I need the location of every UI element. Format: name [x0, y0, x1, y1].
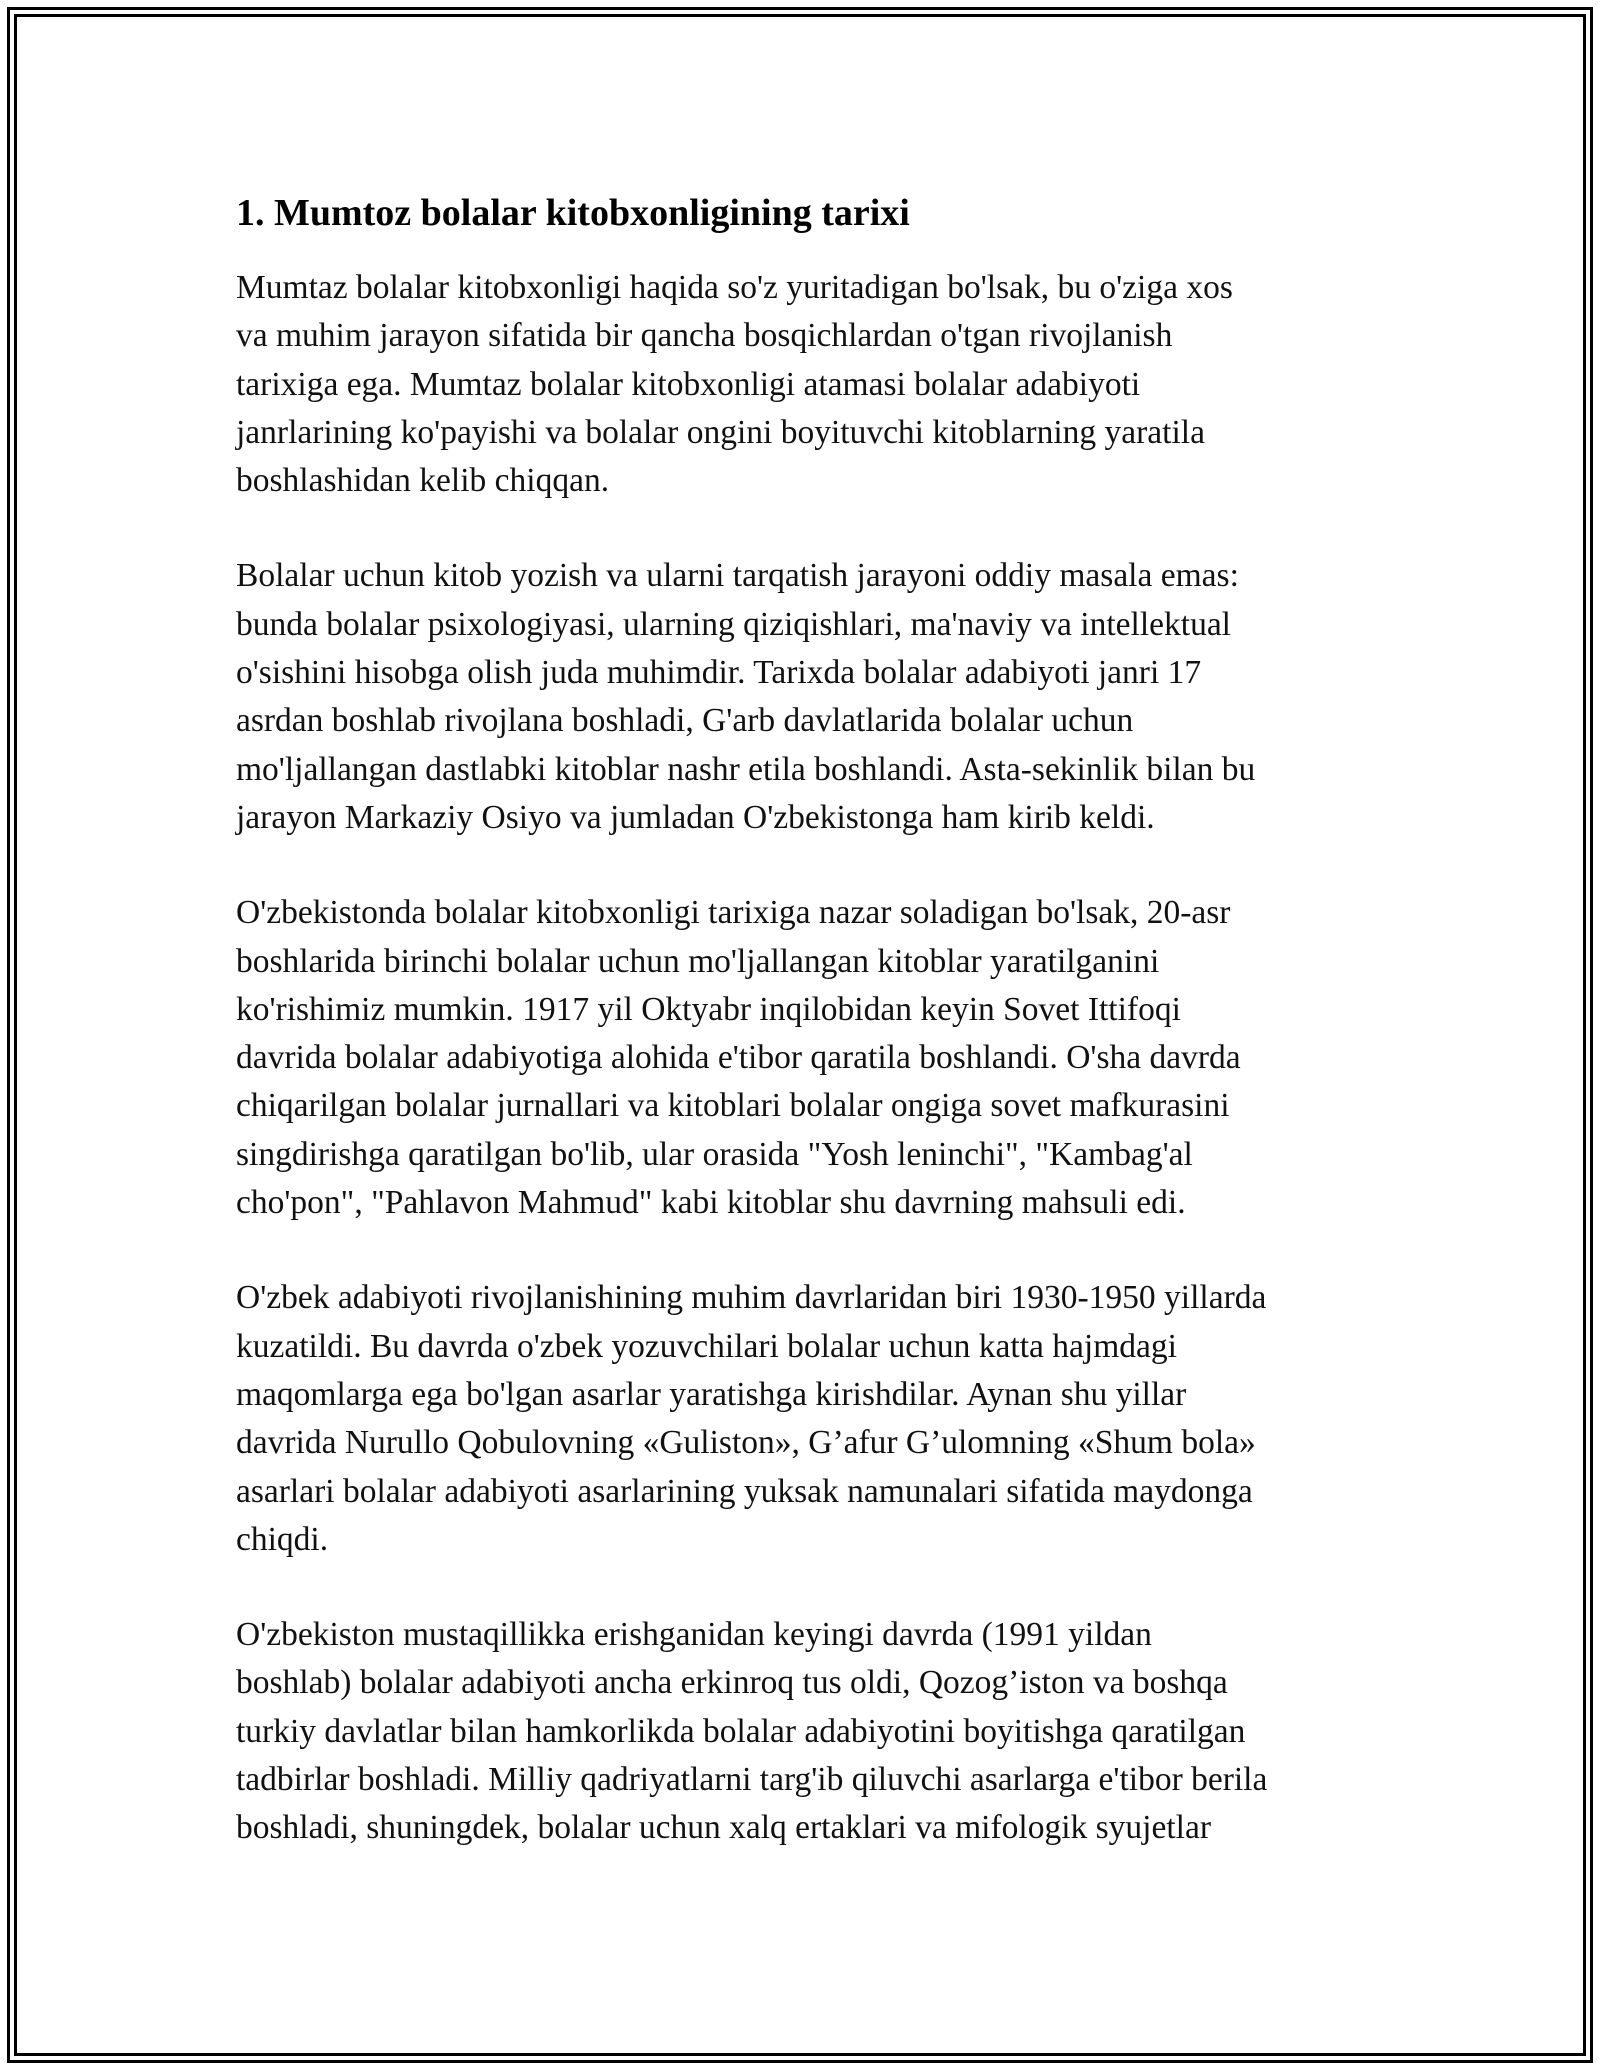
paragraph-3: O'zbekistonda bolalar kitobxonligi tarixiga nazar soladigan bo'lsak, 20-asr boshlarida birinchi bolalar uchun mo'ljallangan kitoblar yaratilganini ko'rishimiz mumkin. 1917 yil Oktyabr inqilobidan keyin Sovet Ittifoqi davrida bolalar adabiyotiga alohida e'tibor qaratila boshlandi. O'sha davrda chiqarilgan bolalar jurnallari va kitoblari bolalar ongiga sovet mafkurasini singdirishga qaratilgan bo'lib, ular orasida "Yosh leninchi", "Kambag'al cho'pon", "Pahlavon Mahmud" kabi kitoblar shu davrning mahsuli edi. [236, 894, 1241, 1222]
paragraph-2: Bolalar uchun kitob yozish va ularni tarqatish jarayoni oddiy masala emas: bunda bolalar psixologiyasi, ularning qiziqishlari, ma'naviy va intellektual o'sishini hisobga olish juda muhimdir. Tarixda bolalar adabiyoti janri 17 asrdan boshlab rivojlana boshladi, G'arb davlatlarida bolalar uchun mo'ljallangan dastlabki kitoblar nashr etila boshlandi. Asta-sekinlik bilan bu jarayon Markaziy Osiyo va jumladan O'zbekistonga ham kirib keldi. [236, 557, 1256, 836]
document-body [236, 188, 1386, 1900]
paragraph-1: Mumtaz bolalar kitobxonligi haqida so'z yuritadigan bo'lsak, bu o'ziga xos va muhim jarayon sifatida bir qancha bosqichlardan o'tgan rivojlanish tarixiga ega. Mumtaz bolalar kitobxonligi atamasi bolalar adabiyoti janrlarining ko'payishi va bolalar ongini boyituvchi kitoblarning yaratila boshlashidan kelib chiqqan. [236, 269, 1233, 500]
section-heading: 1. Mumtoz bolalar kitobxonligining tarixi [236, 192, 910, 234]
paragraph-4: O'zbek adabiyoti rivojlanishining muhim davrlaridan biri 1930-1950 yillarda kuzatildi. Bu davrda o'zbek yozuvchilari bolalar uchun katta hajmdagi maqomlarga ega bo'lgan asarlar yaratishga kirishdilar. Aynan shu yillar davrida Nurullo Qobulovning «Guliston», G’afur G’ulomning «Shum bola» asarlari bolalar adabiyoti asarlarining yuksak namunalari sifatida maydonga chiqdi. [236, 1279, 1267, 1558]
paragraph-5: O'zbekiston mustaqillikka erishganidan keyingi davrda (1991 yildan boshlab) bolalar adabiyoti ancha erkinroq tus oldi, Qozog’iston va boshqa turkiy davlatlar bilan hamkorlikda bolalar adabiyotini boyitishga qaratilgan tadbirlar boshladi. Milliy qadriyatlarni targ'ib qiluvchi asarlarga e'tibor berila boshladi, shuningdek, bolalar uchun xalq ertaklari va mifologik syujetlar [236, 1616, 1268, 1847]
